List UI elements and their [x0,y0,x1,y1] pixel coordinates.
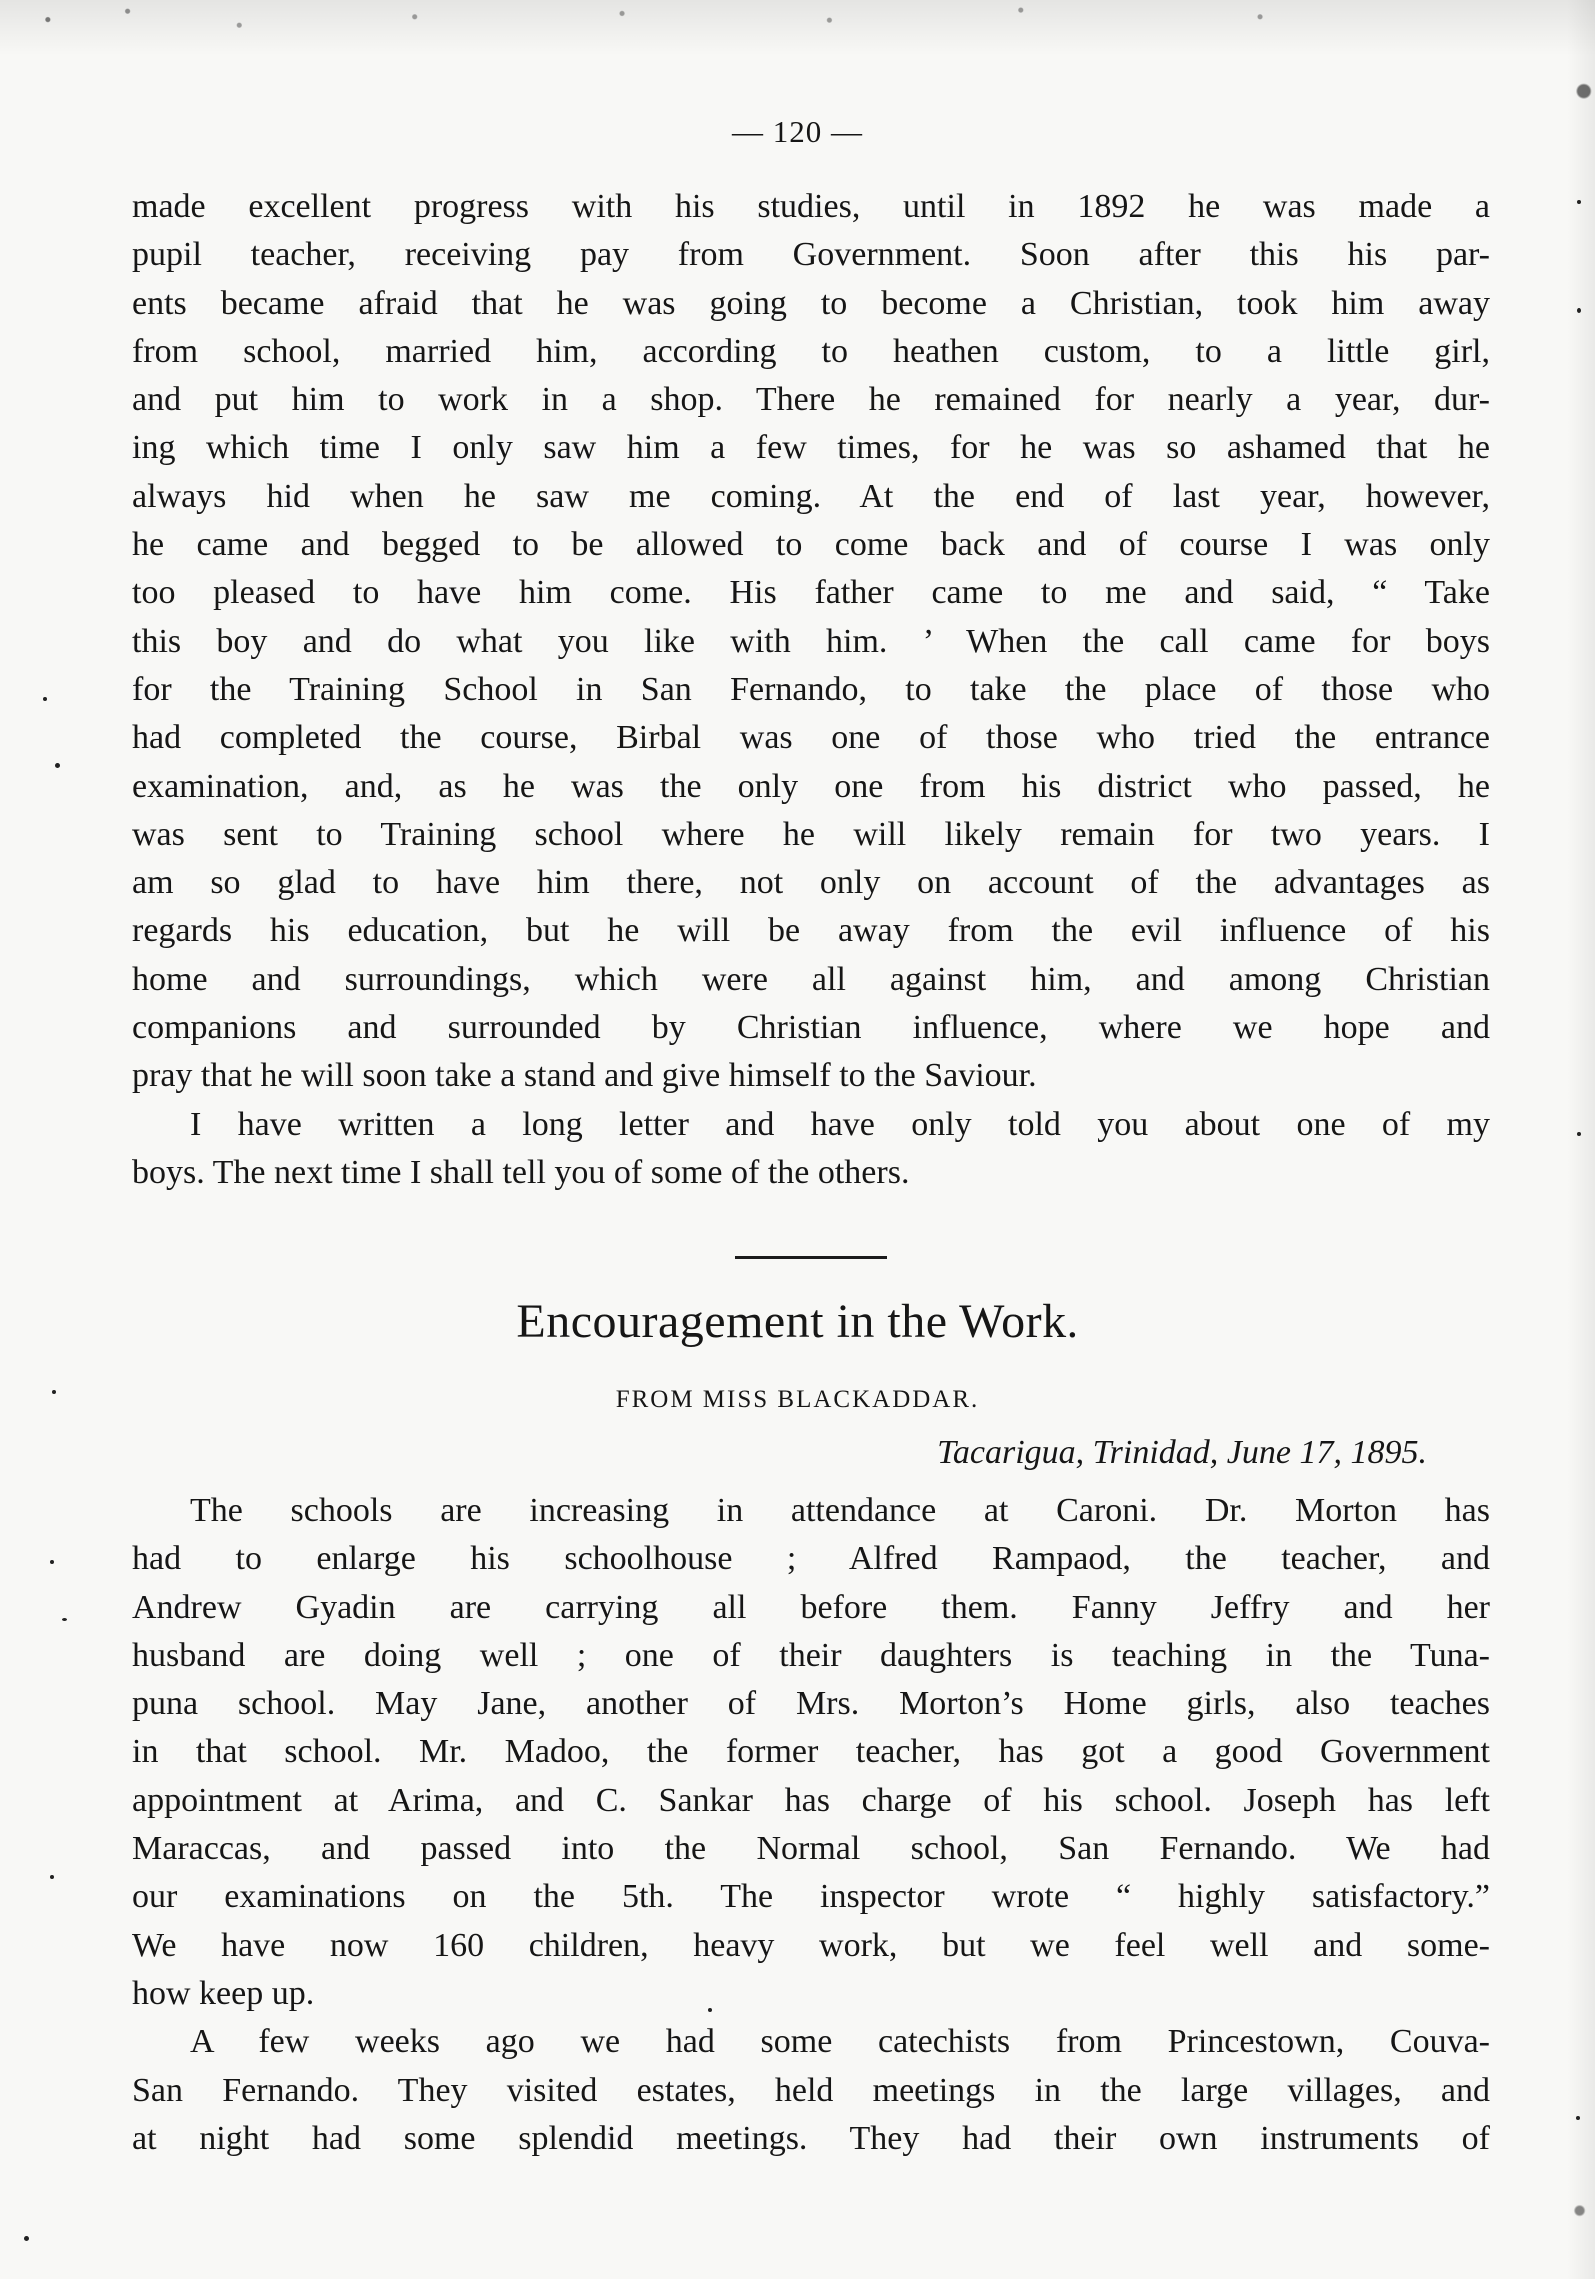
article-line: our examinations on the 5th. The inspector wrote “ highly satisfactory.” [132,1878,1490,1916]
article-line: We have now 160 children, heavy work, but we feel well and some- [132,1926,1490,1964]
margin-speck [1576,2116,1580,2120]
article-line: San Fernando. They visited estates, held meetings in the large villages, and [132,2071,1490,2109]
letter-continuation [132,183,1490,1197]
closing-line: boys. The next time I shall tell you of some of the others. [132,1153,910,1191]
letter-line: had completed the course, Birbal was one of those who tried the entrance [132,719,1490,757]
article-line: appointment at Arima, and C. Sankar has charge of his school. Joseph has left [132,1781,1490,1819]
letter-line: always hid when he saw me coming. At the end of last year, however, [132,477,1490,515]
margin-speck [1577,200,1581,204]
letter-line: for the Training School in San Fernando, to take the place of those who [132,670,1490,708]
margin-speck [43,697,47,701]
article-title-text: Encouragement in the Work [516,1295,1067,1348]
article-byline: FROM MISS BLACKADDAR. [615,1386,980,1413]
letter-line: from school, married him, according to heathen custom, to a little girl, [132,332,1490,370]
article-title [0,1294,1595,1349]
letter-line: am so glad to have him there, not only on account of the advantages as [132,864,1490,902]
letter-line: this boy and do what you like with him. ’ When the call came for boys [132,622,1490,660]
letter-line: he came and begged to be allowed to come back and of course I was only [132,526,1490,564]
letter-line: made excellent progress with his studies, until in 1892 he was made a [132,188,1490,225]
article-line: puna school. May Jane, another of Mrs. Morton’s Home girls, also teaches [132,1685,1490,1723]
article-line: how keep up. [132,1974,315,2012]
margin-speck [24,2236,29,2241]
article-line: at night had some splendid meetings. They had their own instruments of [132,2119,1490,2157]
article-line: had to enlarge his schoolhouse ; Alfred Rampaod, the teacher, and [132,1540,1490,1578]
section-divider [735,1256,887,1259]
article-line: The schools are increasing in attendance at Caroni. Dr. Morton has [190,1492,1490,1529]
letter-line: ing which time I only saw him a few times, for he was so ashamed that he [132,429,1490,467]
margin-speck [55,763,60,768]
article-dateline: Tacarigua, Trinidad, June 17, 1895. [937,1434,1427,1471]
letter-line: regards his education, but he will be away from the evil influence of his [132,912,1490,950]
article-line: A few weeks ago we had some catechists from Princestown, Couva- [190,2023,1490,2061]
margin-speck [50,1560,54,1564]
closing-line: I have written a long letter and have only told you about one of my [190,1105,1490,1143]
article-title-dot: . [1066,1296,1079,1347]
article-body [132,1487,1490,2163]
letter-line: was sent to Training school where he will likely remain for two years. I [132,815,1490,853]
right-scan-edge [1567,0,1595,2279]
letter-line: companions and surrounded by Christian influence, where we hope and [132,1009,1490,1047]
margin-speck [1577,1132,1581,1136]
letter-line: examination, and, as he was the only one from his district who passed, he [132,767,1490,805]
article-line: Maraccas, and passed into the Normal school, San Fernando. We had [132,1830,1490,1868]
page-number: — 120 — [732,114,863,149]
letter-line: and put him to work in a shop. There he remained for nearly a year, dur- [132,381,1490,419]
article-line: Andrew Gyadin are carrying all before them. Fanny Jeffry and her [132,1588,1490,1626]
margin-speck [1577,308,1581,313]
letter-line: ents became afraid that he was going to become a Christian, took him away [132,284,1490,322]
article-line: husband are doing well ; one of their daughters is teaching in the Tuna- [132,1636,1490,1674]
margin-speck [50,1875,54,1879]
article-line: in that school. Mr. Madoo, the former teacher, has got a good Government [132,1733,1490,1771]
letter-line: home and surroundings, which were all against him, and among Christian [132,960,1490,998]
margin-speck [62,1618,67,1621]
letter-line: too pleased to have him come. His father came to me and said, “ Take [132,574,1490,612]
top-scan-noise [0,0,1595,56]
letter-line: pray that he will soon take a stand and give himself to the Saviour. [132,1057,1037,1095]
letter-line: pupil teacher, receiving pay from Government. Soon after this his par- [132,236,1490,274]
